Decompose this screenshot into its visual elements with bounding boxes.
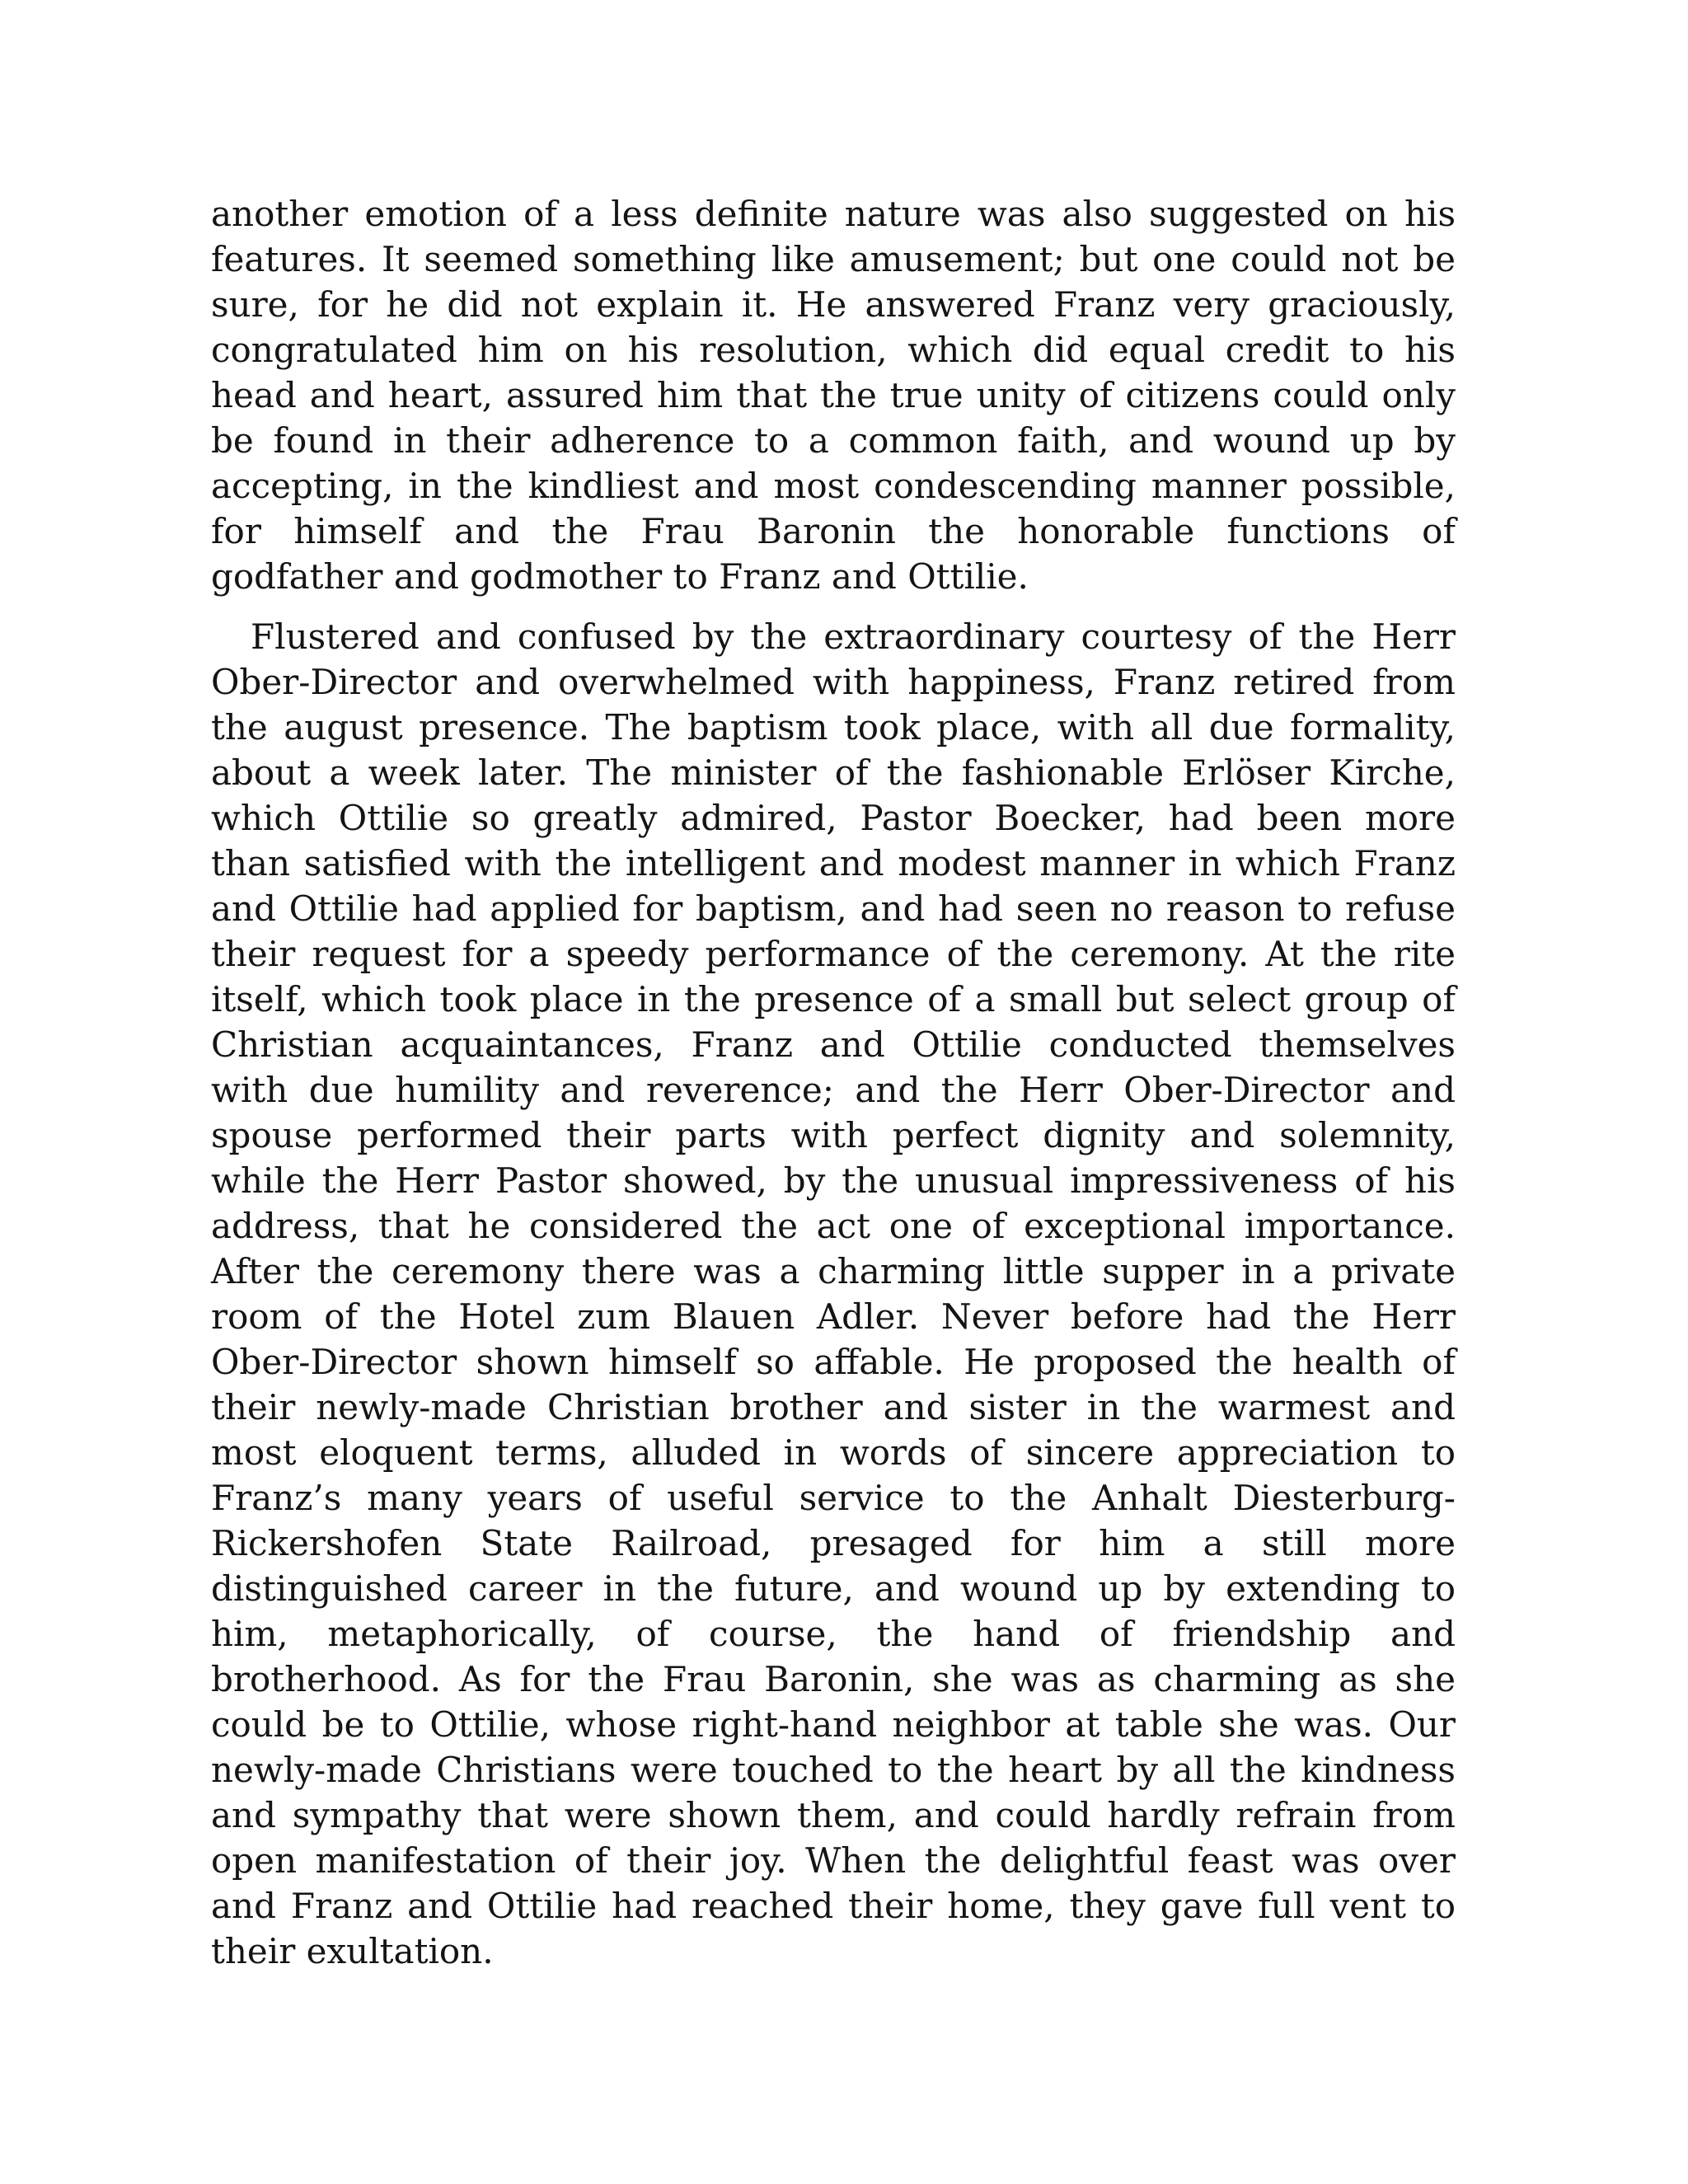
text-line: head and heart, assured him that the true unity of citizens could only [211,375,1456,415]
text-line: Ober-Director shown himself so affable. He proposed the health of [211,1342,1456,1382]
text-line: godfather and godmother to Franz and Ottilie. [211,556,1029,597]
body-text [211,191,1456,1974]
text-line: sure, for he did not explain it. He answered Franz very graciously, [211,284,1456,325]
text-line: most eloquent terms, alluded in words of sincere appreciation to [211,1432,1456,1473]
text-line: Christian acquaintances, Franz and Ottilie conducted themselves [211,1024,1456,1065]
text-line: Rickershofen State Railroad, presaged for him a still more [211,1523,1456,1563]
text-line: the august presence. The baptism took place, with all due formality, [211,707,1456,748]
text-line: their request for a speedy performance of the ceremony. At the rite [211,934,1456,974]
text-line: and sympathy that were shown them, and could hardly refrain from [211,1795,1456,1835]
text-line: congratulated him on his resolution, which did equal credit to his [211,330,1456,370]
text-line: for himself and the Frau Baronin the honorable functions of [211,511,1456,551]
text-line: Franz’s many years of useful service to the Anhalt Diesterburg- [211,1478,1456,1518]
text-line: itself, which took place in the presence of a small but select group of [211,979,1456,1019]
text-line: distinguished career in the future, and wound up by extending to [211,1568,1456,1609]
text-line: spouse performed their parts with perfect dignity and solemnity, [211,1115,1456,1155]
text-line: their newly-made Christian brother and sister in the warmest and [211,1387,1456,1427]
text-line: accepting, in the kindliest and most condescending manner possible, [211,466,1456,506]
text-line: than satisfied with the intelligent and modest manner in which Franz [211,843,1456,883]
text-line: about a week later. The minister of the fashionable Erlöser Kirche, [211,752,1456,793]
text-line: newly-made Christians were touched to the heart by all the kindness [211,1750,1456,1790]
text-line: their exultation. [211,1931,494,1971]
text-line: could be to Ottilie, whose right-hand neighbor at table she was. Our [211,1704,1456,1745]
text-line: brotherhood. As for the Frau Baronin, she was as charming as she [211,1659,1456,1699]
text-line: which Ottilie so greatly admired, Pastor Boecker, had been more [211,798,1456,838]
text-line: After the ceremony there was a charming little supper in a private [211,1251,1456,1291]
text-line: Ober-Director and overwhelmed with happiness, Franz retired from [211,662,1456,702]
text-line: him, metaphorically, of course, the hand of friendship and [211,1614,1456,1654]
text-line: features. It seemed something like amusement; but one could not be [211,239,1456,279]
paragraph-1 [211,191,1456,599]
text-line: another emotion of a less definite nature was also suggested on his [211,194,1456,234]
text-line: while the Herr Pastor showed, by the unusual impressiveness of his [211,1160,1456,1201]
paragraph-2 [211,614,1456,1974]
text-line: open manifestation of their joy. When the delightful feast was over [211,1840,1456,1881]
text-line: and Franz and Ottilie had reached their home, they gave full vent to [211,1886,1456,1926]
text-line: room of the Hotel zum Blauen Adler. Never before had the Herr [211,1296,1456,1337]
text-line: address, that he considered the act one of exceptional importance. [211,1206,1456,1246]
text-line: and Ottilie had applied for baptism, and had seen no reason to refuse [211,888,1456,929]
text-line: Flustered and confused by the extraordinary courtesy of the Herr [251,616,1456,657]
text-line: with due humility and reverence; and the Herr Ober-Director and [211,1070,1456,1110]
text-line: be found in their adherence to a common faith, and wound up by [211,420,1456,461]
